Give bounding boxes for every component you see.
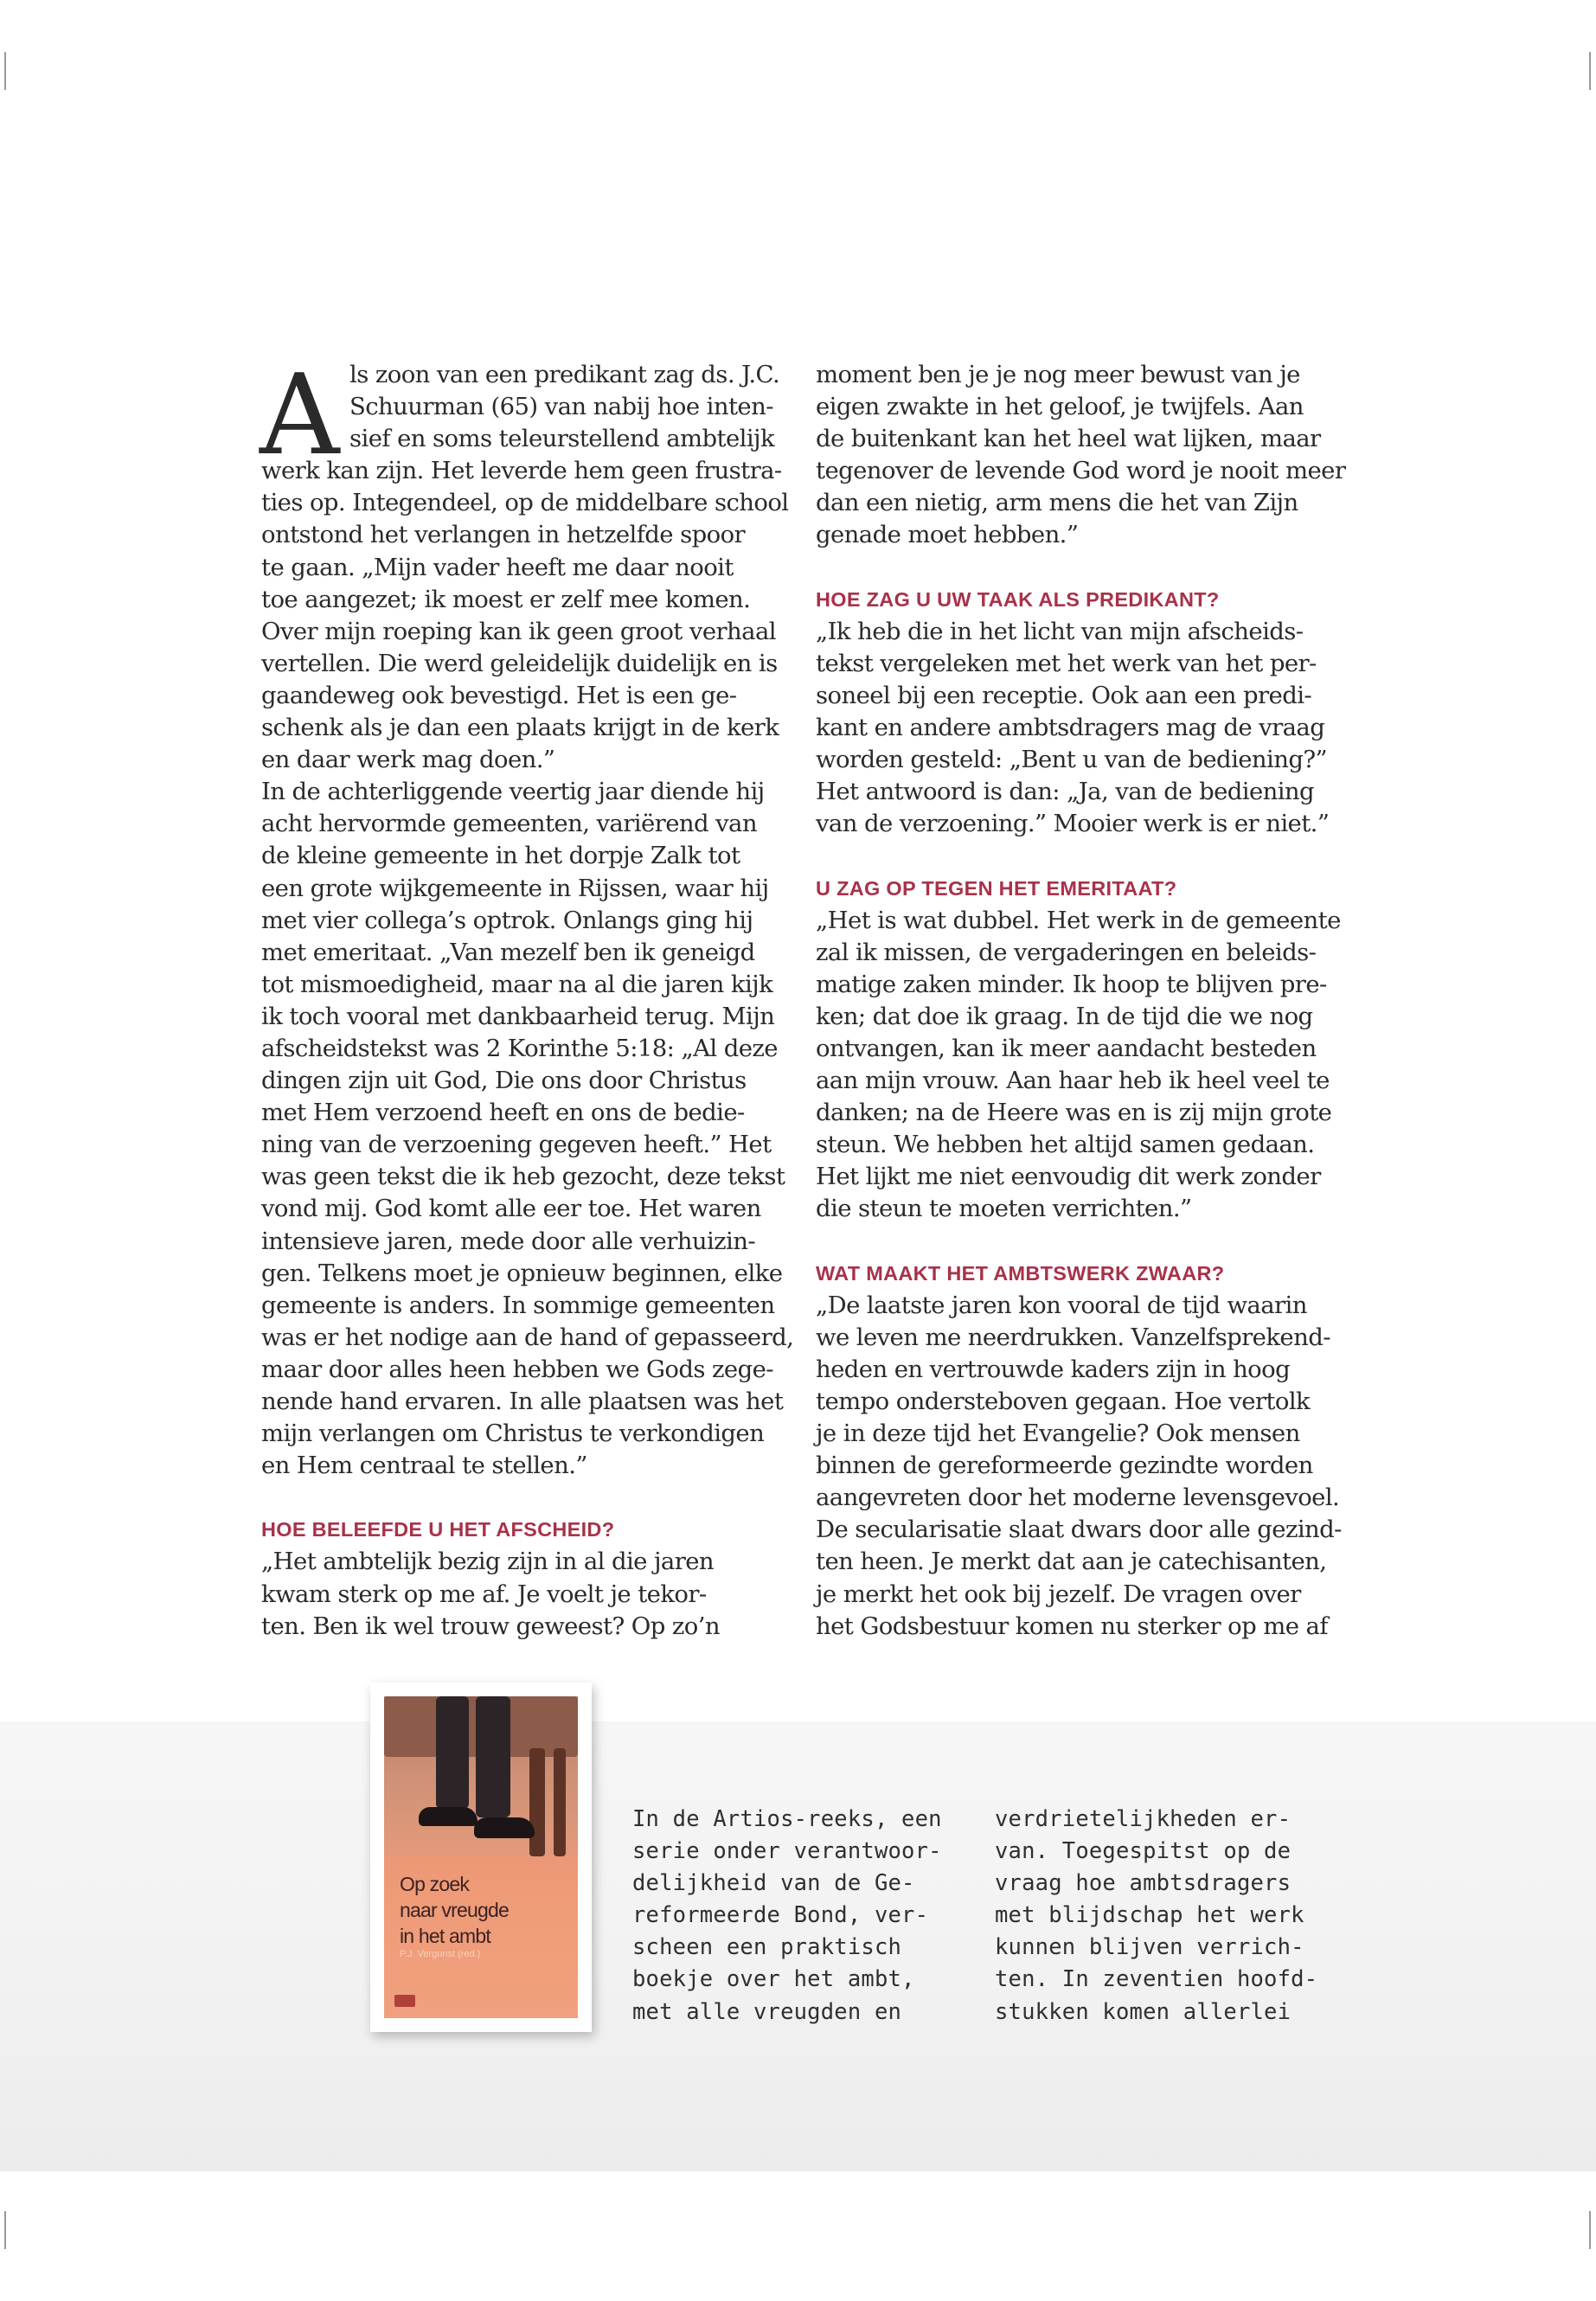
text-line: worden gesteld: „Bent u van de bediening?” xyxy=(816,746,1327,774)
text-line: met alle vreugden en xyxy=(632,1998,902,2025)
text-line: aan mijn vrouw. Aan haar heb ik heel veel te xyxy=(816,1067,1330,1095)
text-line: toe aangezet; ik moest er zelf mee komen. xyxy=(261,585,751,613)
text-line: met emeritaat. „Van mezelf ben ik geneigd xyxy=(261,938,755,966)
body-text-right-2 xyxy=(816,616,1335,841)
text-line: nende hand ervaren. In alle plaatsen was het xyxy=(261,1388,784,1416)
text-line: en daar werk mag doen.” xyxy=(261,746,555,774)
article-column-left xyxy=(260,351,794,1643)
text-line: Het antwoord is dan: „Ja, van de bediening xyxy=(816,778,1315,806)
text-line: intensieve jaren, mede door alle verhuizin- xyxy=(261,1227,756,1255)
cover-title-line: in het ambt xyxy=(400,1925,490,1947)
section-heading: HOE BELEEFDE U HET AFSCHEID? xyxy=(261,1518,615,1541)
text-line: soneel bij een receptie. Ook aan een predi- xyxy=(816,681,1312,709)
text-line: genade moet hebben.” xyxy=(816,521,1079,549)
text-line: van de verzoening.” Mooier werk is er niet.” xyxy=(816,810,1330,838)
section-heading: WAT MAAKT HET AMBTSWERK ZWAAR? xyxy=(816,1261,1225,1285)
text-line: tot mismoedigheid, maar na al die jaren kijk xyxy=(261,970,773,998)
body-text-right-3 xyxy=(816,905,1341,1226)
text-line: kwam sterk op me af. Je voelt je tekor- xyxy=(261,1580,707,1608)
text-line: dingen zijn uit God, Die ons door Christus xyxy=(261,1067,747,1095)
crop-mark-top-left xyxy=(4,52,6,90)
text-line: en Hem centraal te stellen.” xyxy=(261,1452,587,1480)
text-line: scheen een praktisch xyxy=(632,1934,902,1961)
text-line: reformeerde Bond, ver- xyxy=(632,1902,929,1929)
body-text-right-1 xyxy=(816,359,1346,552)
cover-title-line: naar vreugde xyxy=(400,1899,509,1921)
text-line: de kleine gemeente in het dorpje Zalk tot xyxy=(261,842,740,870)
text-line: een grote wijkgemeente in Rijssen, waar hij xyxy=(261,874,769,902)
text-line: we leven me neerdrukken. Vanzelfsprekend- xyxy=(816,1323,1330,1351)
text-line: tempo ondersteboven gegaan. Hoe vertolk xyxy=(816,1388,1311,1415)
publisher-logo xyxy=(394,1995,415,2007)
cover-photo xyxy=(384,1696,578,1856)
text-line: van. Toegespitst op de xyxy=(995,1838,1292,1865)
text-line: ontvangen, kan ik meer aandacht besteden xyxy=(816,1034,1317,1062)
book-info-column-2 xyxy=(995,1804,1358,2029)
text-line: eigen zwakte in het geloof, je twijfels. Aan xyxy=(816,393,1304,421)
drop-cap: A xyxy=(260,351,340,480)
text-line: met Hem verzoend heeft en ons de bedie- xyxy=(261,1099,745,1127)
text-line: het Godsbestuur komen nu sterker op me af xyxy=(816,1612,1328,1640)
text-line: ik toch vooral met dankbaarheid terug. Mijn xyxy=(261,1002,775,1030)
book-info-column-1 xyxy=(632,1804,996,2029)
crop-mark-bottom-left xyxy=(4,2211,6,2249)
text-line: In de achterliggende veertig jaar diende hij xyxy=(261,778,765,806)
text-line: je in deze tijd het Evangelie? Ook mensen xyxy=(816,1420,1300,1448)
text-line: ning van de verzoening gegeven heeft.” Het xyxy=(261,1131,772,1159)
text-line: vraag hoe ambtsdragers xyxy=(995,1870,1292,1897)
text-line: tekst vergeleken met het werk van het per- xyxy=(816,649,1317,677)
text-line: matige zaken minder. Ik hoop te blijven pre- xyxy=(816,970,1327,998)
text-line: „De laatste jaren kon vooral de tijd waarin xyxy=(816,1291,1307,1319)
text-line: danken; na de Heere was en is zij mijn grote xyxy=(816,1099,1332,1127)
text-line: met vier collega’s optrok. Onlangs ging hij xyxy=(261,906,753,934)
text-line: vertellen. Die werd geleidelijk duidelijk en is xyxy=(261,649,778,677)
text-line: de buitenkant kan het heel wat lijken, maar xyxy=(816,425,1321,453)
book-cover-image xyxy=(370,1682,592,2032)
cover-title-line: Op zoek xyxy=(400,1873,470,1895)
text-line: mijn verlangen om Christus te verkondigen xyxy=(261,1420,765,1448)
body-text-right-4 xyxy=(816,1290,1342,1643)
text-line: ten. Ben ik wel trouw geweest? Op zo’n xyxy=(261,1612,720,1640)
text-line: Over mijn roeping kan ik geen groot verhaal xyxy=(261,617,776,645)
text-line: gaandeweg ook bevestigd. Het is een ge- xyxy=(261,681,737,709)
text-line: stukken komen allerlei xyxy=(995,1998,1292,2025)
body-text-left-1 xyxy=(261,455,794,1482)
text-line: gen. Telkens moet je opnieuw beginnen, elke xyxy=(261,1259,783,1287)
crop-mark-bottom-right xyxy=(1589,2211,1591,2249)
text-line: maar door alles heen hebben we Gods zege- xyxy=(261,1355,773,1383)
text-line: met blijdschap het werk xyxy=(995,1902,1304,1929)
text-line: kant en andere ambtsdragers mag de vraag xyxy=(816,714,1325,742)
text-line: die steun te moeten verrichten.” xyxy=(816,1195,1192,1223)
text-line: delijkheid van de Ge- xyxy=(632,1870,915,1897)
section-heading: HOE ZAG U UW TAAK ALS PREDIKANT? xyxy=(816,587,1220,611)
text-line: serie onder verantwoor- xyxy=(632,1838,942,1865)
text-line: ties op. Integendeel, op de middelbare school xyxy=(261,489,789,517)
text-line: Schuurman (65) van nabij hoe inten- xyxy=(349,393,773,421)
article-column-right xyxy=(816,359,1346,1643)
text-line: dan een nietig, arm mens die het van Zijn xyxy=(816,489,1298,517)
text-line: „Het ambtelijk bezig zijn in al die jaren xyxy=(261,1548,715,1576)
text-line: ontstond het verlangen in hetzelfde spoor xyxy=(261,521,746,549)
text-line: werk kan zijn. Het leverde hem geen frustra- xyxy=(261,457,782,485)
text-line: aangevreten door het moderne levensgevoel. xyxy=(816,1484,1340,1512)
text-line: was geen tekst die ik heb gezocht, deze tekst xyxy=(261,1163,785,1191)
text-line: je merkt het ook bij jezelf. De vragen over xyxy=(816,1580,1301,1608)
text-line: kunnen blijven verrich- xyxy=(995,1934,1304,1961)
text-line: afscheidstekst was 2 Korinthe 5:18: „Al deze xyxy=(261,1034,778,1062)
crop-mark-top-right xyxy=(1589,52,1591,90)
text-line: moment ben je je nog meer bewust van je xyxy=(816,361,1300,388)
text-line: te gaan. „Mijn vader heeft me daar nooit xyxy=(261,553,734,581)
text-line: De secularisatie slaat dwars door alle gezind- xyxy=(816,1516,1342,1544)
text-line: ten. In zeventien hoofd- xyxy=(995,1966,1318,1993)
text-line: In de Artios-reeks, een xyxy=(632,1806,942,1832)
book-cover xyxy=(384,1696,578,2018)
cover-title xyxy=(400,1871,573,1949)
text-line: acht hervormde gemeenten, variërend van xyxy=(261,810,757,838)
cover-editor: P.J. Vergunst (red.) xyxy=(400,1949,481,1959)
section-heading: U ZAG OP TEGEN HET EMERITAAT? xyxy=(816,876,1177,900)
text-line: ken; dat doe ik graag. In de tijd die we nog xyxy=(816,1002,1313,1030)
text-line: heden en vertrouwde kaders zijn in hoog xyxy=(816,1355,1291,1383)
body-text-left-2 xyxy=(261,1546,780,1642)
text-line: sief en soms teleurstellend ambtelijk xyxy=(349,425,775,453)
text-line: binnen de gereformeerde gezindte worden xyxy=(816,1452,1313,1480)
text-line: was er het nodige aan de hand of gepasseerd, xyxy=(261,1323,794,1351)
text-line: ls zoon van een predikant zag ds. J.C. xyxy=(349,361,780,388)
text-line: zal ik missen, de vergaderingen en beleids- xyxy=(816,938,1317,966)
text-line: tegenover de levende God word je nooit meer xyxy=(816,457,1346,485)
text-line: Het lijkt me niet eenvoudig dit werk zonder xyxy=(816,1163,1321,1191)
text-line: gemeente is anders. In sommige gemeenten xyxy=(261,1291,775,1319)
text-line: ten heen. Je merkt dat aan je catechisanten, xyxy=(816,1548,1327,1576)
text-line: „Het is wat dubbel. Het werk in de gemeente xyxy=(816,906,1341,934)
text-line: boekje over het ambt, xyxy=(632,1966,915,1993)
text-line: verdrietelijkheden er- xyxy=(995,1806,1292,1832)
text-line: steun. We hebben het altijd samen gedaan. xyxy=(816,1131,1315,1159)
text-line: „Ik heb die in het licht van mijn afscheids- xyxy=(816,617,1304,645)
text-line: schenk als je dan een plaats krijgt in de kerk xyxy=(261,714,779,742)
text-line: vond mij. God komt alle eer toe. Het waren xyxy=(261,1195,761,1223)
